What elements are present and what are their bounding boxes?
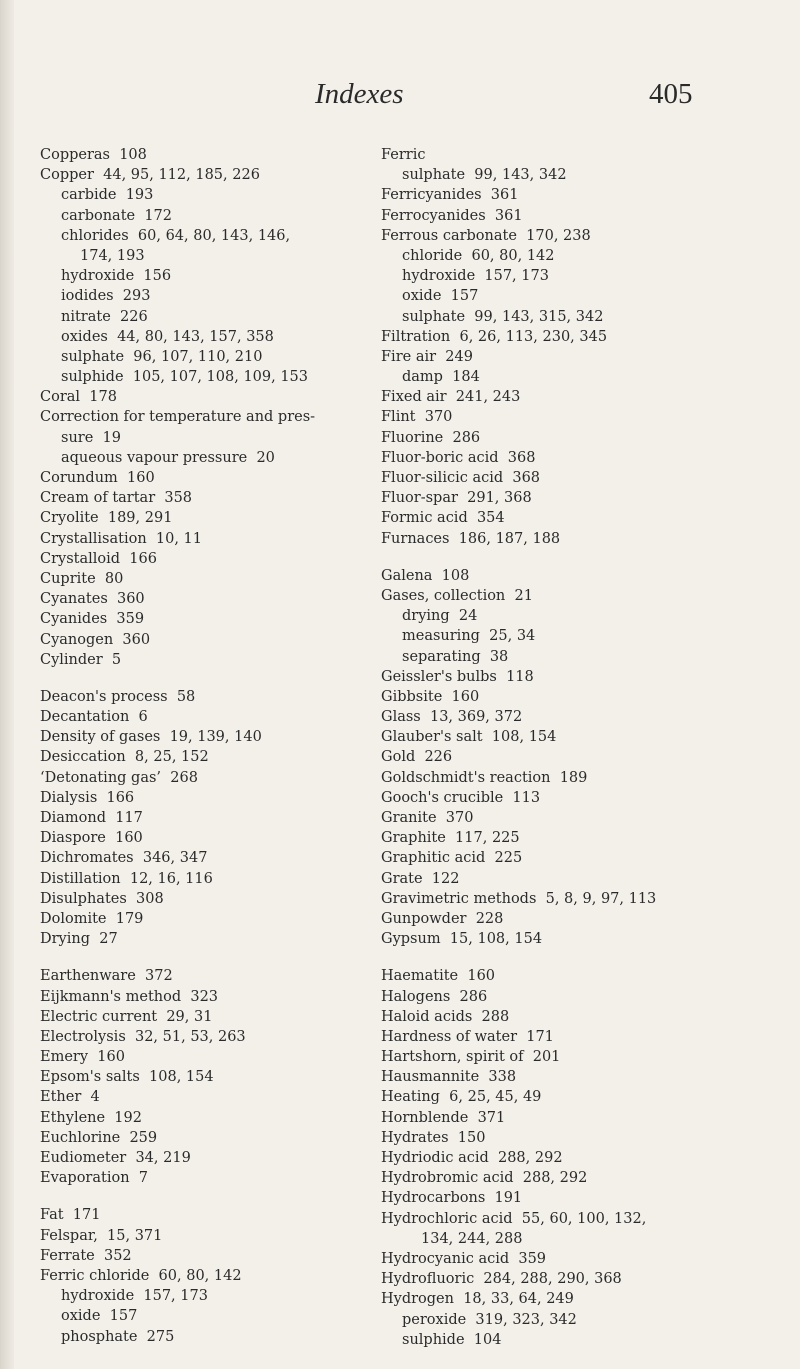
index-subentry: sure 19 — [61, 429, 121, 446]
index-entry: Formic acid 354 — [381, 510, 505, 527]
index-entry: Fixed air 241, 243 — [381, 389, 521, 406]
index-subentry: damp 184 — [402, 369, 480, 386]
index-entry: Dichromates 346, 347 — [40, 850, 208, 867]
index-entry: Hydrocyanic acid 359 — [381, 1250, 547, 1267]
index-entry: Diamond 117 — [40, 810, 143, 826]
index-entry: Hydriodic acid 288, 292 — [381, 1150, 563, 1166]
index-entry: Ethylene 192 — [40, 1109, 142, 1126]
index-entry: Corundum 160 — [40, 470, 155, 486]
index-entry: Electrolysis 32, 51, 53, 263 — [40, 1028, 246, 1045]
index-entry: Grate 122 — [381, 870, 460, 887]
index-entry: Ferrate 352 — [40, 1247, 132, 1264]
index-entry: Ferric chloride 60, 80, 142 — [40, 1267, 242, 1284]
index-entry: Eudiometer 34, 219 — [40, 1150, 191, 1166]
index-subentry: hydroxide 157, 173 — [61, 1288, 208, 1305]
index-entry: Gibbsite 160 — [381, 688, 480, 705]
index-entry: Dialysis 166 — [40, 789, 135, 806]
index-entry: Hornblende 371 — [381, 1109, 506, 1126]
letter-section-gap — [40, 1188, 415, 1205]
index-entry: Decantation 6 — [40, 709, 148, 726]
index-entry: Crystalloid 166 — [40, 550, 157, 567]
index-entry: Halogens 286 — [381, 988, 488, 1005]
index-subentry: oxide 157 — [61, 1308, 138, 1325]
index-subentry: hydroxide 157, 173 — [402, 268, 549, 285]
index-entry: Gooch's crucible 113 — [381, 789, 541, 806]
index-entry: Furnaces 186, 187, 188 — [381, 530, 561, 547]
index-entry: Desiccation 8, 25, 152 — [40, 749, 209, 766]
index-subentry: chlorides 60, 64, 80, 143, 146, — [61, 227, 291, 244]
index-entry: Cuprite 80 — [40, 570, 124, 587]
index-entry: Cyanates 360 — [40, 591, 145, 608]
index-entry: Granite 370 — [381, 810, 474, 826]
index-subentry: measuring 25, 34 — [402, 628, 536, 645]
index-entry: Ferrocyanides 361 — [381, 207, 523, 224]
index-entry: Graphite 117, 225 — [381, 830, 520, 847]
index-entry: Ferric — [381, 147, 426, 163]
index-entry: Ferrous carbonate 170, 238 — [381, 227, 591, 244]
index-entry: Fire air 249 — [381, 348, 473, 365]
letter-section-gap — [381, 549, 793, 566]
index-entry: Evaporation 7 — [40, 1170, 148, 1187]
letter-section-gap — [40, 949, 415, 966]
index-entry: Felspar, 15, 371 — [40, 1227, 163, 1244]
index-entry: Fat 171 — [40, 1207, 101, 1224]
index-subentry: carbonate 172 — [61, 207, 172, 224]
page-spine-edge — [0, 0, 14, 1369]
index-subentry: 134, 244, 288 — [421, 1230, 523, 1247]
index-entry: Copperas 108 — [40, 147, 147, 163]
index-entry: Emery 160 — [40, 1049, 125, 1066]
index-entry: Euchlorine 259 — [40, 1129, 158, 1146]
index-column-right — [381, 145, 793, 1350]
index-entry: Ether 4 — [40, 1089, 100, 1106]
index-entry: Fluor-spar 291, 368 — [381, 490, 532, 507]
index-entry: Copper 44, 95, 112, 185, 226 — [40, 167, 260, 184]
index-subentry: oxide 157 — [402, 288, 479, 305]
index-subentry: carbide 193 — [61, 187, 154, 204]
index-entry: Epsom's salts 108, 154 — [40, 1069, 214, 1086]
index-subentry: chloride 60, 80, 142 — [402, 247, 555, 264]
index-entry: ‘Detonating gas’ 268 — [40, 769, 198, 786]
index-entry: Dolomite 179 — [40, 910, 144, 927]
index-subentry: 174, 193 — [80, 247, 145, 264]
index-entry: Disulphates 308 — [40, 890, 164, 907]
index-subentry: sulphate 96, 107, 110, 210 — [61, 348, 263, 365]
index-subentry: nitrate 226 — [61, 308, 148, 325]
index-subentry: sulphate 99, 143, 315, 342 — [402, 308, 604, 325]
index-entry: Drying 27 — [40, 931, 118, 948]
index-subentry: phosphate 275 — [61, 1328, 175, 1345]
page-header — [0, 78, 800, 118]
index-entry: Electric current 29, 31 — [40, 1008, 213, 1025]
index-entry: Density of gases 19, 139, 140 — [40, 729, 262, 746]
index-subentry: drying 24 — [402, 608, 478, 625]
index-subentry: separating 38 — [402, 648, 509, 665]
index-entry: Eijkmann's method 323 — [40, 988, 219, 1005]
index-entry: Cyanides 359 — [40, 611, 145, 628]
index-entry: Fluor-boric acid 368 — [381, 449, 536, 466]
letter-section-gap — [40, 670, 415, 687]
index-entry: Goldschmidt's reaction 189 — [381, 769, 588, 786]
index-subentry: aqueous vapour pressure 20 — [61, 449, 275, 466]
index-entry: Hydrochloric acid 55, 60, 100, 132, — [381, 1210, 647, 1227]
index-entry: Fluorine 286 — [381, 429, 481, 446]
index-subentry: sulphide 104 — [402, 1331, 502, 1348]
index-entry: Cryolite 189, 291 — [40, 510, 173, 527]
index-entry: Hartshorn, spirit of 201 — [381, 1049, 561, 1066]
index-entry: Cylinder 5 — [40, 651, 122, 668]
index-entry: Hausmannite 338 — [381, 1069, 517, 1086]
index-entry: Gravimetric methods 5, 8, 9, 97, 113 — [381, 890, 657, 907]
index-entry: Distillation 12, 16, 116 — [40, 870, 213, 887]
index-subentry: iodides 293 — [61, 288, 151, 305]
index-entry: Filtration 6, 26, 113, 230, 345 — [381, 328, 608, 345]
index-entry: Hydrobromic acid 288, 292 — [381, 1170, 588, 1187]
index-entry: Gold 226 — [381, 749, 453, 766]
letter-section-gap — [381, 949, 793, 966]
index-entry: Gypsum 15, 108, 154 — [381, 931, 543, 948]
index-entry: Deacon's process 58 — [40, 688, 196, 705]
index-entry: Hydrofluoric 284, 288, 290, 368 — [381, 1271, 622, 1288]
index-entry: Flint 370 — [381, 409, 453, 426]
index-entry: Crystallisation 10, 11 — [40, 530, 202, 547]
index-entry: Earthenware 372 — [40, 968, 173, 985]
index-entry: Cyanogen 360 — [40, 631, 151, 648]
index-subentry: sulphide 105, 107, 108, 109, 153 — [61, 369, 309, 386]
index-entry: Graphitic acid 225 — [381, 850, 523, 867]
index-entry: Gunpowder 228 — [381, 910, 504, 927]
index-entry: Gases, collection 21 — [381, 587, 533, 604]
index-entry: Ferricyanides 361 — [381, 187, 519, 204]
index-entry: Hydrocarbons 191 — [381, 1190, 523, 1207]
index-subentry: oxides 44, 80, 143, 157, 358 — [61, 328, 274, 345]
running-head: Indexes — [315, 78, 404, 110]
index-entry: Cream of tartar 358 — [40, 490, 193, 507]
index-entry: Fluor-silicic acid 368 — [381, 470, 541, 486]
index-entry: Hydrates 150 — [381, 1129, 486, 1146]
index-subentry: peroxide 319, 323, 342 — [402, 1311, 577, 1328]
index-entry: Glauber's salt 108, 154 — [381, 729, 557, 746]
index-entry: Diaspore 160 — [40, 830, 143, 847]
page-number: 405 — [649, 78, 693, 110]
index-entry: Haloid acids 288 — [381, 1008, 510, 1025]
index-entry: Correction for temperature and pres- — [40, 409, 316, 426]
index-entry: Heating 6, 25, 45, 49 — [381, 1089, 542, 1106]
index-entry: Hydrogen 18, 33, 64, 249 — [381, 1291, 574, 1308]
index-entry: Haematite 160 — [381, 968, 496, 985]
index-entry: Hardness of water 171 — [381, 1028, 554, 1045]
index-column-left — [40, 145, 415, 1347]
index-entry: Coral 178 — [40, 389, 117, 406]
index-entry: Galena 108 — [381, 567, 470, 584]
index-subentry: hydroxide 156 — [61, 268, 172, 285]
index-entry: Glass 13, 369, 372 — [381, 709, 523, 726]
index-entry: Geissler's bulbs 118 — [381, 668, 534, 685]
index-subentry: sulphate 99, 143, 342 — [402, 167, 567, 184]
